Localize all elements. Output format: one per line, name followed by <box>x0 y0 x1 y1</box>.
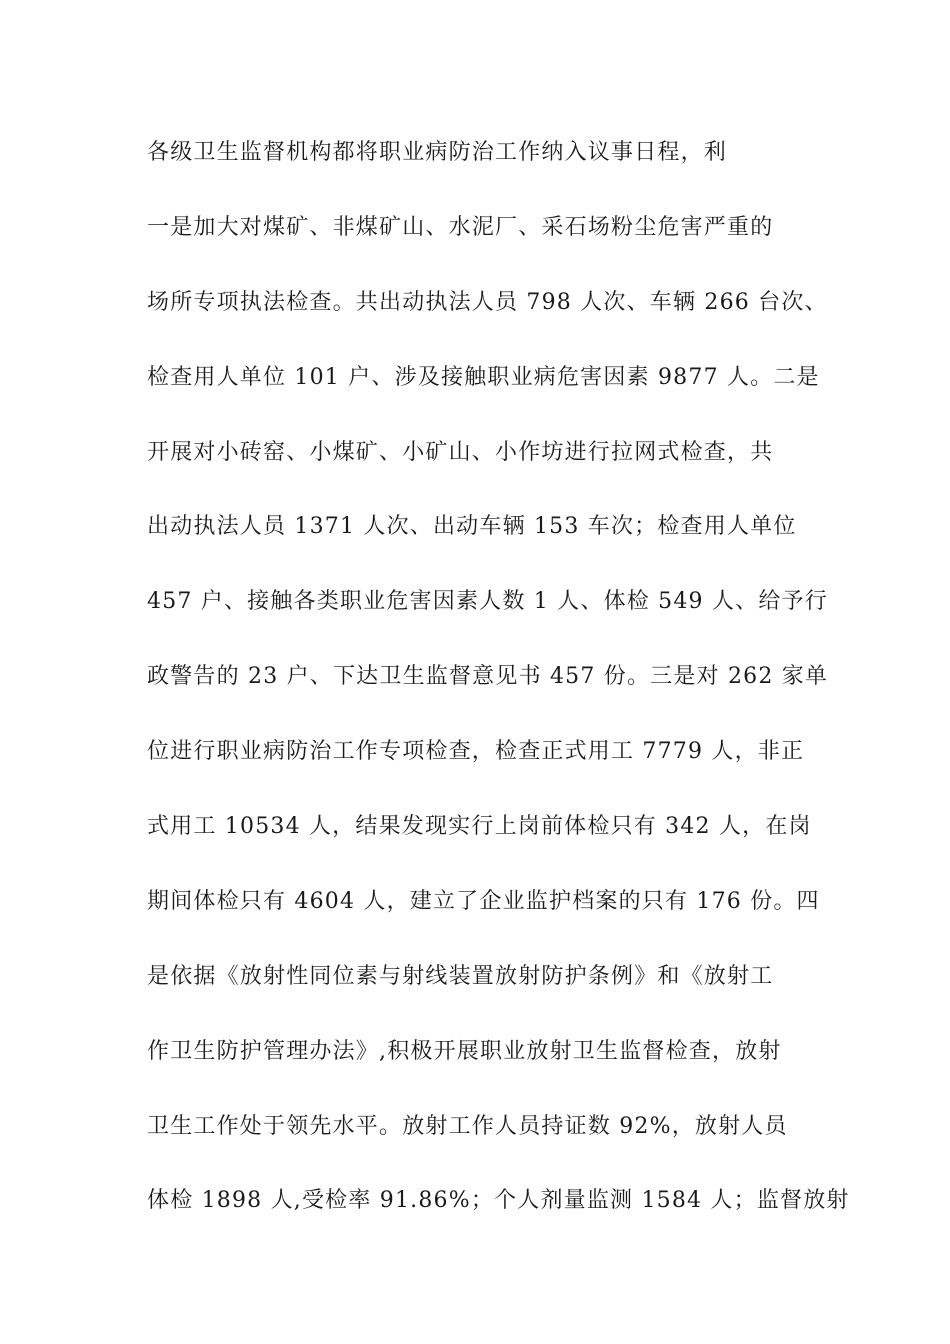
text-line-8: 政警告的 23 户、下达卫生监督意见书 457 份。三是对 262 家单 <box>147 664 829 690</box>
body-paragraph <box>147 134 850 1257</box>
text-line-3: 场所专项执法检查。共出动执法人员 798 人次、车辆 266 台次、 <box>147 289 828 315</box>
text-line-5: 开展对小砖窑、小煤矿、小矿山、小作坊进行拉网式检查，共 <box>147 439 774 465</box>
text-line-12: 是依据《放射性同位素与射线装置放射防护条例》和《放射工 <box>147 963 774 989</box>
text-line-1: 各级卫生监督机构都将职业病防治工作纳入议事日程，利 <box>147 140 728 165</box>
text-line-7: 457 户、接触各类职业危害因素人数 1 人、体检 549 人、给予行 <box>147 589 828 615</box>
text-line-13: 作卫生防护管理办法》,积极开展职业放射卫生监督检查，放射 <box>147 1038 782 1064</box>
text-line-9: 位进行职业病防治工作专项检查，检查正式用工 7779 人，非正 <box>147 739 805 765</box>
text-line-10: 式用工 10534 人，结果发现实行上岗前体检只有 342 人，在岗 <box>147 814 812 840</box>
text-line-4: 检查用人单位 101 户、涉及接触职业病危害因素 9877 人。二是 <box>147 364 820 390</box>
text-line-14: 卫生工作处于领先水平。放射工作人员持证数 92%，放射人员 <box>147 1113 788 1139</box>
text-line-2: 一是加大对煤矿、非煤矿山、水泥厂、采石场粉尘危害严重的 <box>147 214 774 240</box>
text-line-6: 出动执法人员 1371 人次、出动车辆 153 车次；检查用人单位 <box>147 514 797 540</box>
text-line-15: 体检 1898 人,受检率 91.86%；个人剂量监测 1584 人；监督放射 <box>147 1188 850 1214</box>
text-line-11: 期间体检只有 4604 人，建立了企业监护档案的只有 176 份。四 <box>147 888 820 914</box>
